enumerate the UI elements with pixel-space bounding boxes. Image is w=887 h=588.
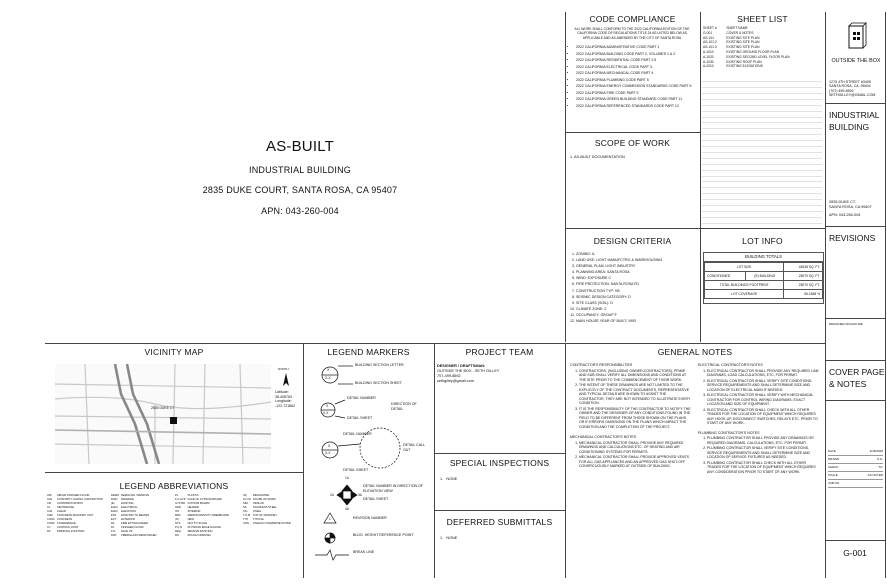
abbr-code: CLR: [47, 510, 53, 513]
list-item: 4. PLANNING AREA: SANTA ROSA: [576, 269, 706, 275]
sheet-number-cell: G-001: [703, 30, 713, 35]
notes-heading: ELECTRICAL CONTRACTOR'S NOTES: [698, 363, 763, 367]
list-item: 3. ELECTRICAL CONTRACTOR SHALL VERIFY WITH MECHANICAL CONTRACTOR FOR CONTROL WIRING DIAGRAMS, EXACT LOCATION AND SIZE OF EQUIPMENT.: [707, 393, 820, 407]
abbr-meaning: CLEAR: [56, 510, 66, 513]
list-item: 2. PLUMBING CONTRACTOR SHALL VERIFY SITE CONDITIONS, SERVICE REQUIREMENTS AND SHALL DETERMINE SIZE AND LOCATION OF SERVICE FIXTURES AS NEEDED.: [707, 446, 820, 460]
notes-heading: PLUMBING CONTRACTOR'S NOTES: [698, 430, 760, 435]
meta-row: [828, 448, 883, 456]
sheet-number-cell: AS-101.3: [703, 45, 717, 50]
north-label: NORTH: [278, 367, 289, 371]
coord-line: 38.408763: [275, 394, 292, 399]
design-criteria-list: [568, 251, 706, 324]
project-apn-line: APN: 043-260-004: [829, 213, 861, 218]
list-item: 1. CONTRACTORS, (INCLUDING OWNER-CONTRACTORS), PRIME AND SUB SHALL VERIFY ALL DIMENSIONS AND CONDITIONS AT THE SITE PRIOR TO THE COMMENCEMENT OF THEIR WORK.: [579, 369, 692, 383]
abbr-code: F.O.GYP: [175, 498, 186, 501]
code-compliance-title: CODE COMPLIANCE: [589, 14, 676, 24]
list-item: 3. IT IS THE RESPONSIBILITY OF THE CONTRACTOR TO NOTIFY THE OWNER AND THE DESIGNER OF ANY CONDITIONS FOUND IN THE FIELD TO BE DIFFERENT FROM THOSE SHOWN ON THE PLANS OR IF ERRORS OMISSIONS ON THE PLANS WHICH IMPACT THE CONDITION AND THE COMPLETION OF THE PROJECT.: [579, 407, 692, 430]
lot-value-cell: 25070 SQ. FT.: [784, 272, 823, 281]
abbr-code: FE: [111, 522, 115, 525]
abbr-meaning: STAINLESS STEEL: [252, 506, 277, 509]
marker-label: BUILDING SECTION LETTER: [355, 363, 404, 367]
abbr-meaning: PLASTIC: [187, 494, 199, 497]
meta-row: [828, 480, 883, 488]
list-item: • 2022 CALIFORNIA ADMINISTRATIVE CODE PART 1: [576, 44, 703, 51]
marker-label: BREAK LINE: [353, 550, 375, 554]
team-line: sethgilley@gmail.com: [437, 379, 474, 383]
list-item: 7. CONSTRUCTION TYP: VB: [576, 288, 706, 294]
list-item: • 2022 CALIFORNIA RESIDENTIAL CODE PART 2.5: [576, 57, 703, 64]
meta-row: [828, 456, 883, 464]
divider: [825, 540, 885, 541]
sheet-name-cell: EXISTING GROUND FLOOR PLAN: [726, 49, 780, 54]
abbr-code: S.O.W: [243, 498, 251, 501]
marker-text: 3A: [358, 493, 362, 497]
abbr-code: F.O.: [111, 530, 116, 533]
abbr-code: (E): [111, 502, 115, 505]
street-label: 2835 DUKE CT: [151, 406, 175, 410]
legend-symbols: [305, 360, 433, 575]
sheet-number-cell: A-1020: [703, 54, 714, 59]
abbr-meaning: CENTERLINE: [56, 506, 74, 509]
marker-text: 1A: [345, 476, 349, 480]
divider: [565, 343, 566, 578]
abbr-code: (R): [243, 494, 247, 497]
table-row: [705, 263, 823, 272]
table-row: [705, 272, 823, 281]
vicinity-map: [55, 364, 271, 464]
sheet-name-cell: EXISTING ROOF PLAN: [726, 59, 762, 64]
deferred-submittals-title: DEFERRED SUBMITTALS: [446, 517, 553, 527]
abbr-meaning: DRAWING: [121, 498, 134, 501]
list-item: 8. SEISMIC DESIGN CATEGORY: D: [576, 294, 706, 300]
lot-value-cell: 44538 SQ. FT.: [784, 263, 823, 272]
project-subtitle: INDUSTRIAL BUILDING: [249, 165, 351, 175]
abbr-meaning: ROUGH OPENING: [187, 534, 211, 537]
designer-signature-label: DESIGNER SIGNATURE: [829, 322, 863, 326]
abbr-col: [110, 494, 157, 538]
abbr-meaning: AUTHORITY HAVING JURISDICTION: [56, 498, 103, 501]
sheet-number-cell: AS-101.2: [703, 40, 717, 45]
marker-text: X-X: [325, 451, 331, 455]
firm-address-line: SETHGILLEY@GMAIL.COM: [829, 93, 876, 98]
abbr-code: ETR: [111, 514, 117, 517]
code-compliance-intro: ALL WORK SHALL CONFORM TO THE 2022 CALIFORNIA EDITION OF THE CALIFORNIA CODE OF REGULATIONS TITLE 24 AS LISTED BELOW AS APPLICABLE AND AS AMENDED BY THE CITY OF SANTA ROSA: [574, 27, 690, 40]
abbr-meaning: CONTROL JOINT: [56, 526, 79, 529]
abbr-meaning: SIMILAR: [252, 502, 264, 505]
abbr-meaning: HEADER: [187, 506, 199, 509]
abbr-code: SS: [243, 506, 247, 509]
divider: [825, 12, 826, 578]
abbr-meaning: INTERIOR: [187, 510, 201, 513]
marker-text: 1: [329, 517, 331, 521]
list-item: 10. CLIMATE ZONE: 2: [576, 306, 706, 312]
abbr-meaning: DRINKING FOUNTAIN: [56, 530, 85, 533]
abbr-code: RO: [175, 534, 180, 537]
project-apn: APN: 043-260-004: [261, 206, 339, 216]
project-team-block: [437, 364, 499, 384]
sheet-number-cell: A-1010: [703, 49, 714, 54]
divider: [303, 343, 304, 578]
abbr-code: MDF: [175, 514, 181, 517]
abbr-code: CMU: [47, 514, 54, 517]
north-arrow-icon: [276, 368, 296, 390]
list-item: 12. MAIN HOUSE YEAR OF BUILT: 1993: [576, 318, 706, 324]
sheet-name-cell: EXISTING ELEVATIONS: [726, 64, 763, 69]
meta-label: DATE: [828, 449, 836, 453]
list-item: 3. PLUMBING CONTRACTOR SHALL CHECK WITH ALL OTHER TRADES FOR THE LOCATION OF EQUIPMENT WHICH REQUIRES ANY CONSIDERATION PRIOR TO START OF ANY WORK.: [707, 461, 820, 475]
lot-label-cell: CONDITIONED: [705, 272, 746, 281]
abbr-code: DEMO: [111, 494, 120, 497]
list-item: 3. GENERAL PLAN: LIGHT INDUSTRY: [576, 263, 706, 269]
marker-text: 2A: [330, 493, 334, 497]
abbr-meaning: TOP OF MASONRY: [252, 514, 278, 517]
divider: [825, 360, 885, 361]
divider: [825, 226, 885, 227]
list-item: • 2022 CALIFORNIA FIRE CODE PART 9: [576, 90, 703, 97]
lot-info-title: LOT INFO: [742, 236, 783, 246]
marker-label: DETAIL CALL OUT: [403, 443, 426, 453]
lot-value-cell: 56.1658 %: [784, 290, 823, 299]
project-name-line: INDUSTRIAL: [829, 110, 880, 120]
meta-label: CHECK: [828, 465, 839, 469]
divider: [434, 510, 565, 511]
abbr-code: T.O.M: [243, 514, 251, 517]
abbr-col: [46, 494, 104, 534]
deferred-submittals-list: 1. NONE: [440, 536, 458, 540]
special-inspections-title: SPECIAL INSPECTIONS: [449, 458, 550, 468]
legend-markers: [305, 360, 433, 575]
team-role: DESIGNER / DRAFTSMAN:: [437, 364, 486, 368]
list-item: 2. MECHANICAL CONTRACTOR SHALL PROVIDE APPROVED VENTS FOR ALL GAS APPLIANCES AND AN APPROVED GAS SHUT-OFF CONSPICUOUSLY MARKED AT OUTSIDE OF BUILDING.: [579, 455, 692, 469]
list-item: • 2022 CALIFORNIA MECHANICAL CODE PART 4: [576, 70, 703, 77]
meta-row: [828, 472, 883, 480]
abbr-meaning: GYPSUM BOARD: [187, 502, 210, 505]
divider: [885, 12, 886, 578]
meta-label: JOB NO.: [828, 481, 841, 485]
firm-name: OUTSIDE THE BOX: [831, 58, 881, 64]
meta-value: 3/18/2025: [869, 449, 883, 453]
building-totals-title: BUILDING TOTALS: [704, 253, 823, 262]
abbr-code: GYP BD: [175, 502, 186, 505]
abbr-code: UON: [243, 522, 249, 525]
list-item: 1. PLUMBING CONTRACTOR SHALL PROVIDE ANY DRAWINGS OR REQUIRED DIAGRAMS, CALCULATIONS, ETC. FOR PERMIT.: [707, 436, 820, 445]
scope-of-work-title: SCOPE OF WORK: [594, 138, 671, 148]
abbr-code: CB: [47, 502, 51, 505]
list-item: • 2022 CALIFORNIA GREEN BUILDING STANDARD CODE PART 11: [576, 96, 703, 103]
abbr-code: HDR: [175, 506, 181, 509]
special-inspections-list: 1. NONE: [440, 477, 458, 481]
marker-label: DETAIL SHEET: [347, 416, 373, 420]
abbr-code: ELEC: [111, 506, 119, 509]
abbr-meaning: FIRE EXTINGUISHER: [121, 522, 149, 525]
abbr-code: EXT: [111, 518, 117, 521]
sheet-name-cell: EXISTING SITE PLAN: [726, 35, 760, 40]
team-line: 707-499-8592: [437, 374, 461, 378]
sheet-list-blank-rows: [702, 76, 822, 224]
project-address: 2835 DUKE COURT, SANTA ROSA, CA 95407: [202, 185, 398, 195]
building-totals-box: [703, 252, 824, 304]
abbr-code: AFF: [47, 494, 53, 497]
marker-label: DETAIL NUMBER IN DIRECTION OF ELEVATION VIEW: [363, 484, 424, 493]
sheet-number-cell: A-2010: [703, 64, 714, 69]
marker-text: X: [328, 444, 331, 448]
firm-address: [829, 80, 884, 98]
abbr-code: INT: [175, 510, 180, 513]
list-item: AS-BUILT DOCUMENTATION: [574, 155, 625, 159]
table-row: [46, 530, 104, 534]
abbr-meaning: TYPICAL: [252, 518, 265, 521]
project-team-title: PROJECT TEAM: [465, 347, 534, 357]
meta-label: SCALE: [828, 473, 838, 477]
divider: [45, 343, 825, 344]
abbr-col: [242, 494, 292, 526]
list-item: 6. FIRE PROTECTION: SANTA ROSA FD: [576, 281, 706, 287]
abbr-code: FRP: [111, 534, 117, 537]
divider: [825, 318, 885, 319]
divider: [45, 472, 303, 473]
table-header-cell: SHEET #: [703, 26, 717, 30]
abbr-code: NTS: [175, 522, 181, 525]
list-item: 1. ZONING: IL: [576, 251, 706, 257]
table-row: [705, 281, 823, 290]
general-notes-right: [698, 363, 820, 475]
abbr-meaning: ABOVE FINISHED FLOOR: [56, 494, 90, 497]
abbr-meaning: FIBERGLASS REINFORCED: [121, 534, 157, 537]
meta-value: AS NOTED: [867, 473, 883, 477]
sheet-table: [702, 26, 822, 69]
sheet-number: G-001: [843, 548, 867, 558]
meta-value: S.G.: [876, 457, 883, 461]
abbr-code: CJ: [47, 526, 51, 529]
project-address-line: 2835 DUKE CT.: [829, 200, 856, 204]
abbr-meaning: EXISTING: [121, 502, 134, 505]
abbr-meaning: DEMOLISH / REMOVE: [121, 494, 149, 497]
abbr-meaning: SCOPE OF WORK: [252, 498, 276, 501]
sheet-number-cell: AS-101: [703, 35, 714, 40]
list-item: 2. THE INTENT OF THESE DRAWINGS ARE NOT LIMITED TO THE EXPLICITLY OF THE CONTRACT DOCUMENTS, REPRESENTATIVE AND TYPICAL DETAILS ARE SHOWN TO ASSIST THE CONTRACTOR, THEY ARE NOT INTENDED TO ILLUSTRATE EVERY CONDITION.: [579, 383, 692, 406]
sheet-title: [829, 366, 885, 390]
lot-table: [704, 262, 823, 299]
abbr-code: AHJ: [47, 498, 53, 501]
abbr-code: ELEV: [111, 510, 118, 513]
legend-markers-title: LEGEND MARKERS: [327, 347, 410, 357]
notes-heading: MECHANICAL CONTRACTOR'S NOTES: [570, 435, 637, 439]
abbr-code: DF: [47, 530, 51, 533]
abbr-code: STL: [243, 510, 248, 513]
table-row: [702, 64, 822, 69]
abbr-code: (N): [175, 518, 179, 521]
list-item: • 2022 CALIFORNIA REFERENCED STANDARDS CODE PART 12: [576, 103, 703, 110]
sheet-name-cell: EXISTING SITE PLAN: [726, 40, 760, 45]
table-header-cell: SHEET NAME: [726, 26, 748, 30]
marker-label: DIRECTION OF DETAIL: [391, 402, 417, 411]
abbr-meaning: NEW: [187, 518, 194, 521]
marker-label: BUILDING SECTION SHEET: [355, 381, 402, 385]
revisions-title: REVISIONS: [829, 233, 876, 243]
abbr-meaning: RENOVATED: [252, 494, 270, 497]
divider: [565, 228, 825, 229]
abbr-code: REQ: [175, 530, 181, 533]
abbr-meaning: EXISTING TO REMAIN: [121, 514, 150, 517]
general-notes-left: [570, 363, 692, 470]
marker-label: REVISION NUMBER: [353, 516, 387, 520]
list-item: 11. OCCUPANCY: GROUP F: [576, 312, 706, 318]
marker-label: BLDG. HEIGHT REFERENCE POINT: [353, 533, 414, 537]
team-line: OUTSIDE THE BOX - SETH GILLEY: [437, 369, 500, 373]
meta-row: [828, 464, 883, 472]
list-item: 1. MECHANICAL CONTRACTOR SHALL PROVIDE ANY REQUIRED DRAWINGS AND CALCULATIONS ETC. OF HEATING AND AIR CONDITIONING SYSTEMS FOR PERMITS.: [579, 441, 692, 455]
project-address-line: SANTA ROSA, CA 95407: [829, 205, 872, 210]
abbr-code: SIM: [243, 502, 248, 505]
abbr-code: PL: [175, 494, 179, 497]
marker-text: 4A: [345, 507, 349, 511]
box-logo-icon: [830, 22, 882, 54]
lot-label-cell: LOT COVERAGE: [705, 290, 784, 299]
coordinates: [275, 390, 295, 408]
abbr-meaning: EXTERIOR: [121, 518, 135, 521]
notes-heading: CONTRACTOR'S RESPONSIBILITIES: [570, 363, 633, 367]
marker-text: X: [326, 404, 329, 408]
abbr-meaning: FINISHED FLOOR: [121, 526, 144, 529]
sheet-list-title: SHEET LIST: [737, 14, 788, 24]
abbr-code: CONF: [47, 522, 55, 525]
abbr-meaning: REMOVE EXISTING: [187, 530, 213, 533]
list-item: 2. ELECTRICAL CONTRACTOR SHALL VERIFY SITE CONDITIONS, SERVICE REQUIREMENTS AND SHALL DETERMINE SIZE AND LOCATION OF ELECTRICAL MAIN IF NEEDED.: [707, 379, 820, 393]
lot-label-cell: LOT SIZE: [705, 263, 784, 272]
abbr-meaning: CONTRIBUTOR BOX: [56, 502, 84, 505]
divider: [434, 453, 565, 454]
list-item: • 2022 CALIFORNIA PLUMBING CODE PART 5: [576, 77, 703, 84]
abbr-code: DWG: [111, 498, 118, 501]
lot-value-cell: 25070 SQ. FT.: [784, 281, 823, 290]
abbr-meaning: ELECTRICAL: [121, 506, 138, 509]
sheet-meta: [828, 448, 883, 488]
marker-text: X: [327, 368, 330, 372]
abbr-code: TYP: [243, 518, 249, 521]
marker-text: X-X: [325, 376, 331, 380]
project-name-line: BUILDING: [829, 122, 870, 132]
abbr-code: P.Q.N: [175, 526, 182, 529]
list-item: • 2022 CALIFORNIA ELECTRICAL CODE PART 3: [576, 64, 703, 71]
vicinity-map-title: VICINITY MAP: [144, 347, 204, 357]
project-address-block: [829, 200, 872, 219]
sheet-name-cell: COVER & NOTES: [726, 30, 754, 35]
meta-label: DRAWN: [828, 457, 840, 461]
list-item: 2. LAND USE: LIGHT MANUFCTRG & WAREHOUSING: [576, 257, 706, 263]
coord-line: Latitude:: [275, 390, 289, 394]
divider: [565, 132, 700, 133]
firm-address-line: (707) 499-8592: [829, 88, 854, 93]
street-map: [55, 364, 271, 464]
divider: [825, 103, 885, 104]
lot-label-cell: TOTAL BUILDINGS FOOTPRINT: [705, 281, 784, 290]
lot-sublabel-cell: (E) BUILDING: [746, 272, 784, 281]
abbr-code: FF: [111, 526, 115, 529]
list-item: 1. ELECTRICAL CONTRACTOR SHALL PROVIDE ANY REQUIRED LINE DIAGRAMS, LOAD CALCULATIONS, ETC. FOR PERMIT.: [707, 369, 820, 378]
design-criteria-title: DESIGN CRITERIA: [593, 236, 672, 246]
marker-label: DETAIL SHEET: [343, 468, 369, 472]
firm-address-line: SANTA ROSA, CA. 95404: [829, 84, 871, 89]
divider: [825, 400, 885, 401]
table-row: [110, 534, 157, 538]
sheet-name-cell: EXISTING SITE PLAN: [726, 45, 760, 50]
table-row: [174, 534, 230, 538]
list-item: NONE: [446, 477, 458, 481]
abbr-code: CL: [47, 506, 51, 509]
list-item: • 2022 CALIFORNIA BUILDING CODE PART 2, VOLUMES 1 & 2: [576, 51, 703, 58]
abbr-meaning: MEDIUM DENSITY FIBERBOARD: [187, 514, 230, 517]
abbr-meaning: PLYWOOD EDGE NAILING: [187, 526, 222, 529]
sheet-title-line: & NOTES: [829, 379, 867, 389]
marker-label: DETAIL NUMBER: [343, 432, 372, 436]
table-row: [242, 522, 292, 526]
page-title: AS-BUILT: [265, 138, 334, 155]
abbr-meaning: ELEVATION: [121, 510, 136, 513]
abbr-meaning: NOT TO SCALE: [187, 522, 208, 525]
code-list: [570, 44, 703, 109]
legend-abbreviations-title: LEGEND ABBREVIATIONS: [119, 481, 229, 491]
marker-label: DETAIL NUMBER: [347, 396, 376, 400]
abbr-code: CONC: [47, 518, 55, 521]
list-item: NONE: [446, 536, 458, 540]
marker-label: DETAIL SHEET: [363, 497, 389, 501]
project-name: [829, 109, 880, 133]
coord-line: -122.721662: [275, 403, 296, 408]
site-marker: [170, 417, 177, 424]
coord-line: Longitude:: [275, 399, 292, 404]
abbr-meaning: CONCRETE MASONRY UNIT: [56, 514, 94, 517]
list-item: 9. SITE CLASS (SOIL): D: [576, 300, 706, 306]
abbr-meaning: STEEL: [252, 510, 262, 513]
abbreviations-table: [46, 494, 302, 560]
abbr-meaning: FACE OF GYPSUM BOARD: [187, 498, 222, 501]
list-item: 5. WIND: EXPOSURE C: [576, 275, 706, 281]
abbr-meaning: UNLESS OTHERWISE NOTED: [252, 522, 291, 525]
firm-address-line: 1275 4TH STREET #3405: [829, 80, 871, 84]
abbr-meaning: FACE OF: [121, 530, 133, 533]
marker-text: X-X: [323, 411, 329, 415]
list-item: 4. ELECTRICAL CONTRACTOR SHALL CHECK WITH ALL OTHER TRADES FOR THE LOCATION OF EQUIPMENT WHICH REQUIRES ANY HOOK-UP, DISCONNECT SWITCHES, RELAYS ETC. PRIOR TO START OF ANY WORK.: [707, 408, 820, 426]
firm-logo: [830, 22, 882, 62]
sheet-number-cell: A-1030: [703, 59, 714, 64]
abbr-meaning: CONCRETE: [56, 518, 73, 521]
sheet-name-cell: EXISTING SECOND LEVEL FLOOR PLAN: [726, 54, 790, 59]
sheet-title-line: COVER PAGE: [829, 367, 885, 377]
abbr-col: [174, 494, 230, 538]
abbr-meaning: CONFERENCE: [56, 522, 76, 525]
meta-value: T.P.: [878, 465, 883, 469]
general-notes-title: GENERAL NOTES: [657, 347, 733, 357]
scope-list: 1. AS-BUILT DOCUMENTATION: [570, 155, 625, 159]
list-item: • 2022 CALIFORNIA ENERGY COMMISSION STANDARDS CODE PART 6: [576, 84, 703, 89]
table-row: [705, 290, 823, 299]
